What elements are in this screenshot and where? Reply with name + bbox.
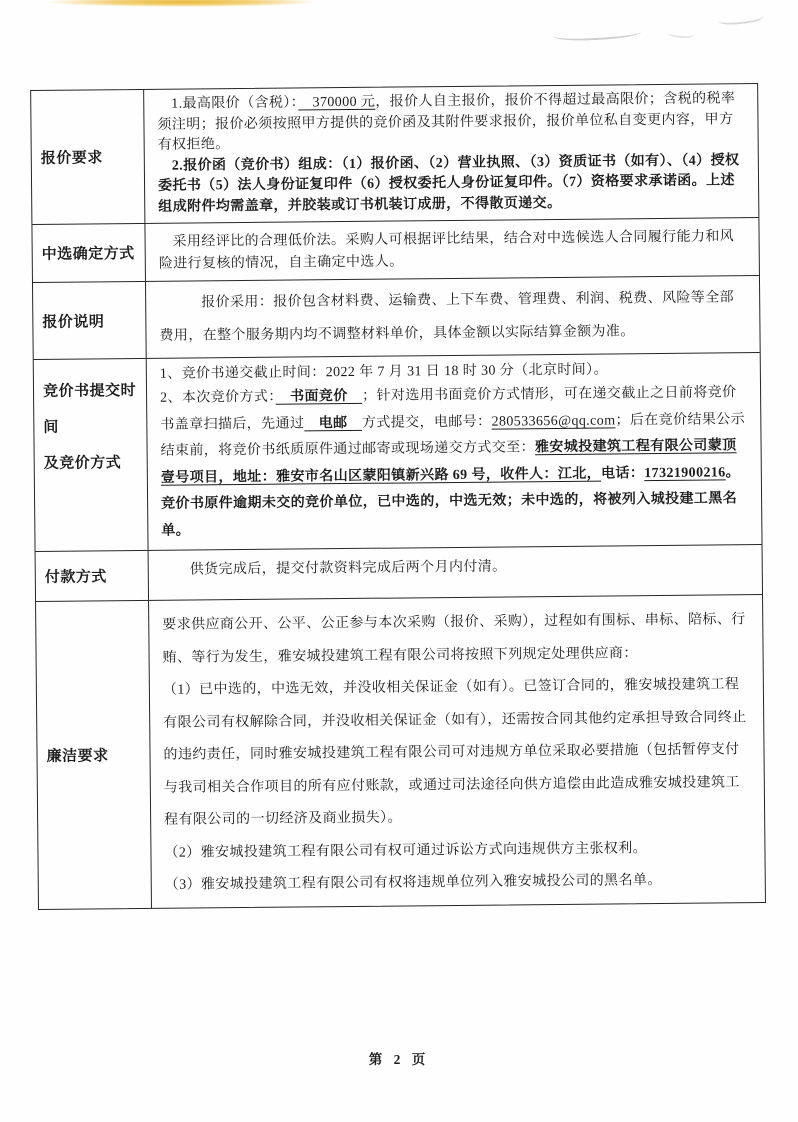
paragraph: 2.报价函（竞价书）组成：（1）报价函、（2）营业执照、（3）资质证书（如有）、（4）授权委托书（5）法人身份证复印件（6）授权委托人身份证复印件。（7）资格要求承诺函。上述组成附件均需盖章，并胶装或订书机装订成册，不得散页递交。: [157, 152, 740, 215]
channel-text: 电邮: [304, 415, 363, 431]
table-row-integrity-requirements: [36, 595, 765, 908]
row-content: [144, 84, 758, 223]
row-content: [146, 276, 760, 358]
deadline-text: 1、竞价书递交截止时间：2022 年 7 月 31 日 18 时 30 分（北京时间）。: [159, 362, 609, 382]
scanner-glare-artifact: [46, 0, 318, 7]
row-content: [149, 545, 762, 600]
paragraph: 2、本次竞价方式： 书面竞价 ；针对选用书面竞价方式情形，可在递交截止之日前将竞价书盖章扫描后，先通过 电邮 方式提交，电邮号：280533656@qq.com；后在竞价结果公示结束前，将竞价书纸质原件通过邮寄或现场递交方式交至：雅安城投建筑工程有限公司蒙顶壹号项目，地址：雅安市名山区蒙阳镇新兴路 69 号，收件人：江北，电话：17321900216。竞价书原件逾期未交的竞价单位，已中选的，中选无效；未中选的，将被列入城投建工黑名单。: [160, 385, 746, 539]
paragraph: 供货完成后，提交付款资料完成后两个月内付清。: [189, 559, 507, 578]
row-content: [145, 218, 759, 281]
row-label: [32, 224, 146, 282]
row-label-text: 中选确定方式: [41, 246, 135, 263]
row-content: [149, 595, 765, 907]
row-label-text: 报价说明: [42, 313, 105, 331]
paragraph: 1.最高限价（含税）： 370000 元，报价人自主报价，报价不得超过最高限价；含税的税率须注明；报价必须按照甲方提供的竞价函及其附件要求报价，报价单位私自变更内容，甲方有权拒绝。: [157, 91, 736, 153]
table-row-quote-notes: [33, 276, 760, 360]
bid-method-text: 书面竞价: [275, 388, 363, 405]
row-label: [34, 359, 149, 551]
pencil-mark: [553, 26, 642, 43]
row-label-text: 廉洁要求: [46, 748, 109, 765]
table-row-submission-time-method: [34, 353, 762, 552]
paragraph: 要求供应商公开、公平、公正参与本次采购（报价、采购），过程如有围标、串标、陪标、行贿、等行为发生，雅安城投建筑工程有限公司将按照下列规定处理供应商：: [162, 612, 746, 666]
row-label: [36, 601, 152, 909]
table-row-quote-requirements: [31, 84, 758, 225]
address-text: 雅安城投建筑工程有限公司蒙顶壹号项目，地址：雅安市名山区蒙阳镇新兴路 69 号，收件人：江北，: [160, 438, 737, 486]
row-label-text: 竞价书提交时间: [42, 383, 137, 436]
row-label-text: 报价要求: [40, 150, 103, 167]
page-number: 第 2 页: [368, 1052, 430, 1067]
row-content: [147, 353, 762, 550]
row-label-text: 及竞价方式: [43, 455, 122, 472]
paragraph: 报价采用：报价包含材料费、运输费、上下车费、管理费、利润、税费、风险等全部费用，在整个服务期内均不调整材料单价，具体金额以实际结算金额为准。: [159, 290, 735, 344]
paragraph: （2）雅安城投建筑工程有限公司有权可通过诉讼方式向违规供方主张权利。: [164, 840, 648, 861]
row-label: [36, 551, 149, 601]
row-label-text: 付款方式: [44, 569, 107, 586]
table-row-payment-method: [36, 545, 762, 602]
paragraph: 采用经评比的合理低价法。采购人可根据评比结果，结合对中选候选人合同履行能力和风险进行复核的情况，自主确定中选人。: [158, 229, 735, 272]
paragraph: （3）雅安城投建筑工程有限公司有权将违规单位列入雅安城投公司的黑名单。: [164, 873, 662, 893]
email-text: 280533656@qq.com: [491, 412, 616, 430]
max-price-text: 370000 元: [298, 94, 376, 111]
paragraph: （1）已中选的，中选无效，并没收相关保证金（如有）。已签订合同的，雅安城投建筑工程有限公司有权解除合同，并没收相关保证金（如有），还需按合同其他约定承担导致合同终止的违约责任，同时雅安城投建筑工程有限公司可对违规方单位采取必要措施（包括暂停支付与我司相关合作项目的所有应付账款，或通过司法途径向供方追偿由此造成雅安城投建筑工程有限公司的一切经济及商业损失）。: [162, 677, 747, 828]
procurement-terms-table: [30, 83, 766, 909]
table-row-selection-method: [32, 218, 759, 283]
pencil-mark: [718, 12, 765, 27]
pencil-mark: [668, 29, 694, 39]
row-label: [33, 282, 147, 359]
phone-text: 17321900216: [644, 464, 726, 481]
row-label: [31, 90, 145, 224]
